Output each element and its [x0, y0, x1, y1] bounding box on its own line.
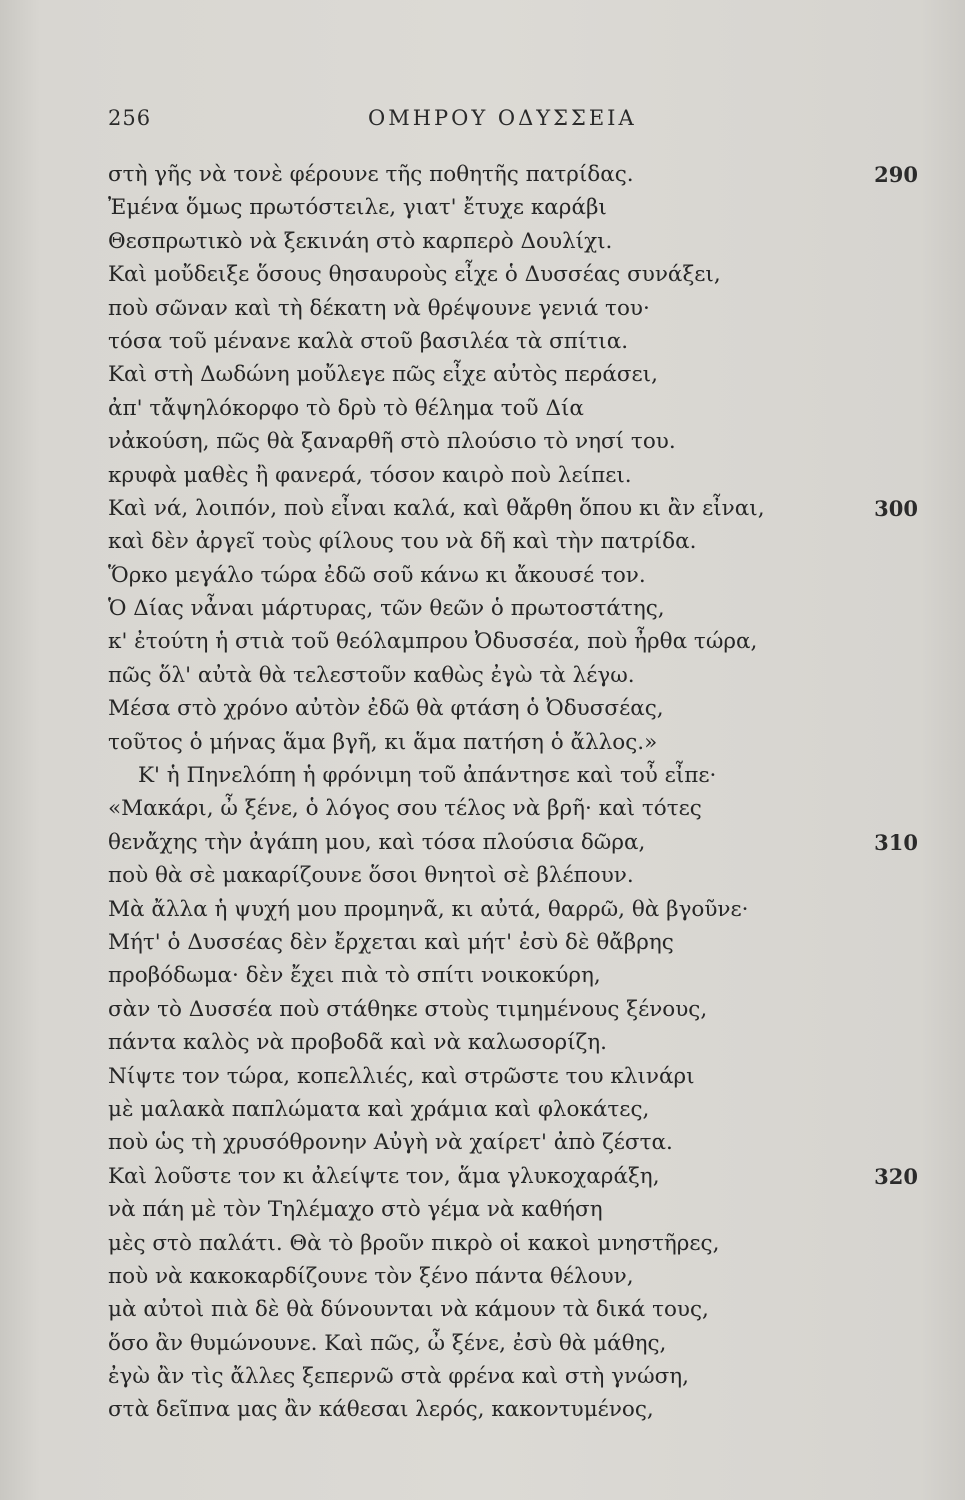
verse-text: ποὺ νὰ κακοκαρδίζουνε τὸν ξένο πάντα θέλουν,	[108, 1263, 634, 1289]
line-number: 300	[874, 495, 918, 521]
verse-line	[108, 692, 928, 725]
verse-text: Μὰ ἄλλα ἡ ψυχή μου προμηνᾶ, κι αὐτά, θαρρῶ, θὰ βγοῦνε·	[108, 896, 749, 922]
verse-line	[108, 893, 928, 926]
verse-line	[108, 559, 928, 592]
verse-line	[108, 993, 928, 1026]
verse-text: ποὺ ὡς τὴ χρυσόθρονην Αὐγὴ νὰ χαίρετ' ἀπὸ ζέστα.	[108, 1130, 673, 1156]
verse-text: Μέσα στὸ χρόνο αὐτὸν ἐδῶ θὰ φτάση ὁ Ὀδυσσέας,	[108, 696, 664, 722]
verse-text: νἀκούση, πῶς θὰ ξαναρθῆ στὸ πλούσιο τὸ νησί του.	[108, 429, 676, 455]
verse-text: Ὁ Δίας νἆναι μάρτυρας, τῶν θεῶν ὁ πρωτοστάτης,	[108, 596, 665, 622]
verse-line	[108, 625, 928, 658]
verse-text: καὶ δὲν ἀργεῖ τοὺς φίλους του νὰ δῆ καὶ τὴν πατρίδα.	[108, 529, 697, 555]
verse-line	[108, 1327, 928, 1360]
verse-line	[108, 1193, 928, 1226]
verse-text: στὰ δεῖπνα μας ἂν κάθεσαι λερός, κακοντυμένος,	[108, 1397, 654, 1423]
verse-line	[108, 325, 928, 358]
verse-text: Κ' ἡ Πηνελόπη ἡ φρόνιμη τοῦ ἀπάντησε καὶ τοὖ εἶπε·	[138, 763, 717, 789]
verse-text: τόσα τοῦ μένανε καλὰ στοῦ βασιλέα τὰ σπίτια.	[108, 328, 629, 354]
verse-text: ποὺ θὰ σὲ μακαρίζουνε ὅσοι θνητοὶ σὲ βλέπουν.	[108, 863, 634, 889]
verse-line	[108, 1026, 928, 1059]
verse-line	[108, 225, 928, 258]
verse-text: Θεσπρωτικὸ νὰ ξεκινάη στὸ καρπερὸ Δουλίχι.	[108, 228, 613, 254]
verse-text: προβόδωμα· δὲν ἔχει πιὰ τὸ σπίτι νοικοκύρη,	[108, 963, 601, 989]
verse-line	[108, 258, 928, 291]
verse-text: πάντα καλὸς νὰ προβοδᾶ καὶ νὰ καλωσορίζη.	[108, 1030, 607, 1056]
verse-text: Καὶ μοὔδειξε ὅσους θησαυροὺς εἶχε ὁ Δυσσέας συνάξει,	[108, 262, 721, 288]
verse-line	[108, 1293, 928, 1326]
verse-line	[108, 1360, 928, 1393]
verse-line	[108, 659, 928, 692]
verse-text: μὲ μαλακὰ παπλώματα καὶ χράμια καὶ φλοκάτες,	[108, 1096, 650, 1122]
verse-text: μὰ αὐτοὶ πιὰ δὲ θὰ δύνουνται νὰ κάμουν τὰ δικά τους,	[108, 1297, 709, 1323]
verse-line	[108, 392, 928, 425]
verse-line	[108, 292, 928, 325]
verse-text: ἀπ' τἄψηλόκορφο τὸ δρὺ τὸ θέλημα τοῦ Δία	[108, 395, 584, 421]
verse-line	[108, 826, 928, 859]
verse-text: Ἐμένα ὅμως πρωτόστειλε, γιατ' ἔτυχε καράβι	[108, 195, 607, 221]
verse-text: ὅσο ἂν θυμώνουνε. Καὶ πῶς, ὦ ξένε, ἐσὺ θὰ μάθης,	[108, 1330, 667, 1356]
verse-text: ἐγὼ ἂν τὶς ἄλλες ξεπερνῶ στὰ φρένα καὶ στὴ γνώση,	[108, 1364, 690, 1390]
running-head	[108, 106, 868, 136]
verse-text: σὰν τὸ Δυσσέα ποὺ στάθηκε στοὺς τιμημένους ξένους,	[108, 996, 708, 1022]
verse-text: κρυφὰ μαθὲς ἢ φανερά, τόσον καιρὸ ποὺ λείπει.	[108, 462, 632, 488]
line-number: 310	[874, 829, 918, 855]
verse-line	[108, 1393, 928, 1426]
verse-line	[108, 1126, 928, 1159]
verse-text: κ' ἐτούτη ἡ στιὰ τοῦ θεόλαμπρου Ὀδυσσέα, ποὺ ἦρθα τώρα,	[108, 629, 758, 655]
verse-line	[108, 859, 928, 892]
verse-line	[108, 1260, 928, 1293]
verse-line	[108, 158, 928, 191]
verse-text: Ὅρκο μεγάλο τώρα ἐδῶ σοῦ κάνω κι ἄκουσέ τον.	[108, 562, 646, 588]
line-number: 290	[874, 162, 918, 187]
verse-line	[108, 1227, 928, 1260]
verse-line	[108, 191, 928, 224]
verse-line	[108, 492, 928, 525]
line-number: 320	[874, 1163, 918, 1189]
verse-text: τοῦτος ὁ μήνας ἅμα βγῆ, κι ἅμα πατήση ὁ ἄλλος.»	[108, 729, 658, 755]
verse-text: στὴ γῆς νὰ τονὲ φέρουνε τῆς ποθητῆς πατρίδας.	[108, 162, 634, 187]
verse-line	[108, 459, 928, 492]
verse-text: θενἄχης τὴν ἀγάπη μου, καὶ τόσα πλούσια δῶρα,	[108, 829, 646, 855]
verse-text: Μήτ' ὁ Δυσσέας δὲν ἔρχεται καὶ μήτ' ἐσὺ δὲ θἄβρης	[108, 929, 674, 955]
verse-text: Καὶ στὴ Δωδώνη μοὔλεγε πῶς εἶχε αὐτὸς περάσει,	[108, 362, 658, 388]
verse-text: νὰ πάη μὲ τὸν Τηλέμαχο στὸ γέμα νὰ καθήση	[108, 1197, 603, 1223]
verse-line	[108, 525, 928, 558]
verse-line	[108, 1093, 928, 1126]
running-title: ΟΜΗΡΟΥ ΟΔΥΣΣΕΙΑ	[368, 106, 637, 130]
verse-line	[108, 1160, 928, 1193]
verse-line	[108, 425, 928, 458]
verse-line	[108, 792, 928, 825]
verse-text: μὲς στὸ παλάτι. Θὰ τὸ βροῦν πικρὸ οἱ κακοὶ μνηστῆρες,	[108, 1230, 720, 1256]
verse-text: Καὶ νά, λοιπόν, ποὺ εἶναι καλά, καὶ θἄρθη ὅπου κι ἂν εἶναι,	[108, 495, 765, 521]
verse-list	[108, 158, 928, 1427]
verse-line	[108, 726, 928, 759]
verse-text: Νίψτε τον τώρα, κοπελλιές, καὶ στρῶστε του κλινάρι	[108, 1063, 695, 1089]
verse-line	[108, 926, 928, 959]
verse-line	[108, 592, 928, 625]
page-number: 256	[108, 106, 152, 130]
verse-text: πῶς ὅλ' αὐτὰ θὰ τελεστοῦν καθὼς ἐγὼ τὰ λέγω.	[108, 662, 635, 688]
verse-line	[108, 759, 928, 792]
verse-text: «Μακάρι, ὦ ξένε, ὁ λόγος σου τέλος νὰ βρῆ· καὶ τότες	[108, 796, 702, 822]
verse-text: ποὺ σῶναν καὶ τὴ δέκατη νὰ θρέψουνε γενιά του·	[108, 295, 650, 321]
verse-line	[108, 358, 928, 391]
verse-line	[108, 1060, 928, 1093]
verse-text: Καὶ λοῦστε τον κι ἀλείψτε τον, ἅμα γλυκοχαράξη,	[108, 1163, 660, 1189]
verse-line	[108, 959, 928, 992]
